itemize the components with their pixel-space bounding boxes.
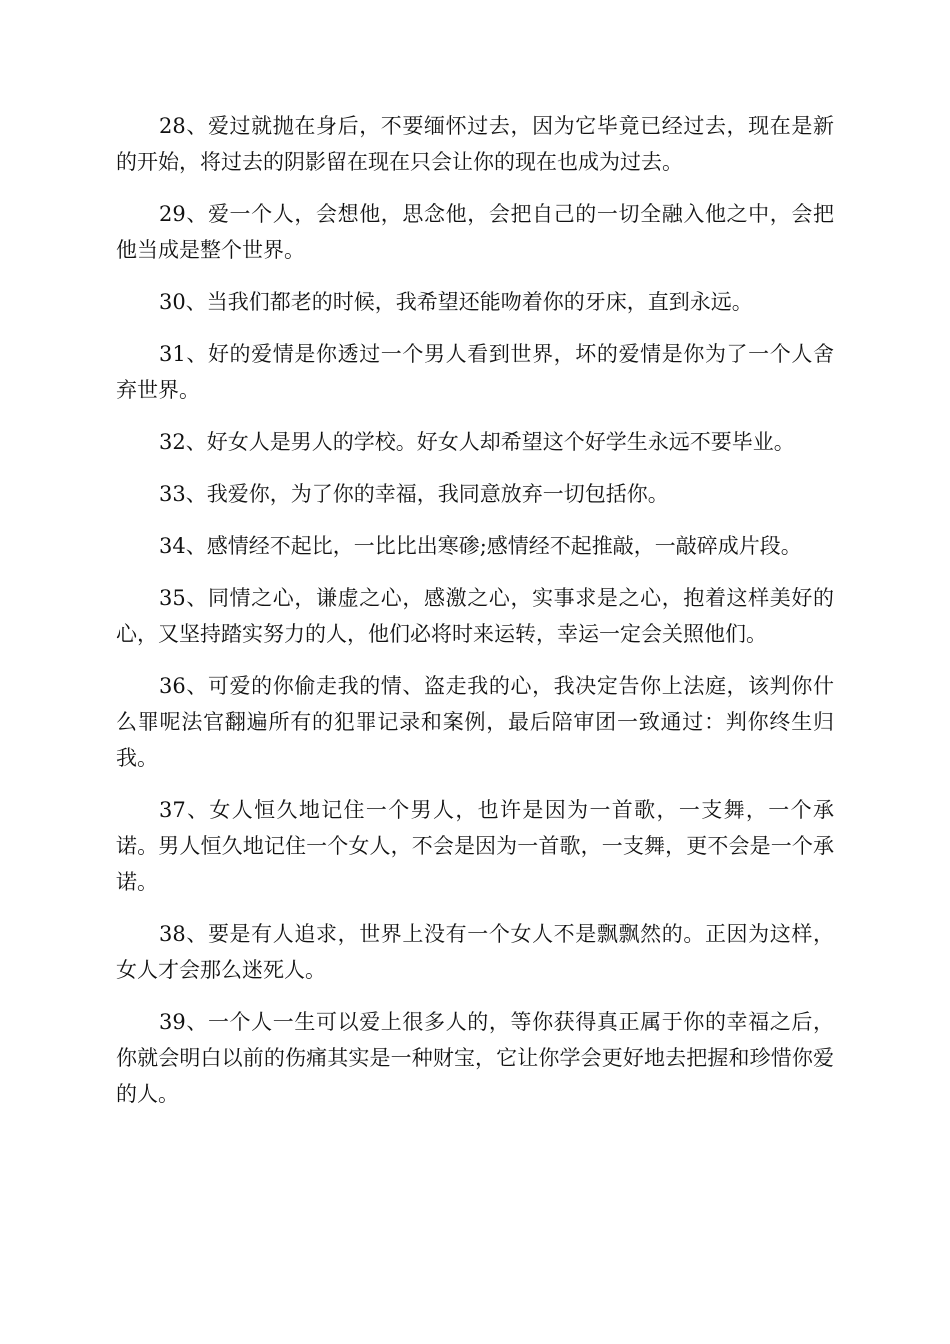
paragraph-30: 30、当我们都老的时候，我希望还能吻着你的牙床，直到永远。 — [159, 290, 753, 314]
paragraph-32: 32、好女人是男人的学校。好女人却希望这个好学生永远不要毕业。 — [159, 430, 795, 454]
paragraph-35: 35、同情之心，谦虚之心，感激之心，实事求是之心，抱着这样美好的心，又坚持踏实努力的人，他们必将时来运转，幸运一定会关照他们。 — [116, 586, 834, 646]
paragraph-29: 29、爱一个人，会想他，思念他，会把自己的一切全融入他之中，会把他当成是整个世界。 — [116, 202, 834, 262]
paragraph-38: 38、要是有人追求，世界上没有一个女人不是飘飘然的。正因为这样，女人才会那么迷死人。 — [116, 922, 834, 982]
paragraph-39: 39、一个人一生可以爱上很多人的，等你获得真正属于你的幸福之后，你就会明白以前的伤痛其实是一种财宝，它让你学会更好地去把握和珍惜你爱的人。 — [116, 1010, 834, 1106]
paragraph-31: 31、好的爱情是你透过一个男人看到世界，坏的爱情是你为了一个人舍弃世界。 — [116, 342, 834, 402]
paragraph-34: 34、感情经不起比，一比比出寒碜;感情经不起推敲，一敲碎成片段。 — [159, 534, 802, 558]
document-body — [116, 108, 834, 1128]
paragraph-36: 36、可爱的你偷走我的情、盗走我的心，我决定告你上法庭，该判你什么罪呢法官翻遍所有的犯罪记录和案例，最后陪审团一致通过：判你终生归我。 — [116, 674, 834, 770]
paragraph-37: 37、女人恒久地记住一个男人，也许是因为一首歌，一支舞，一个承诺。男人恒久地记住一个女人，不会是因为一首歌，一支舞，更不会是一个承诺。 — [116, 798, 834, 894]
paragraph-33: 33、我爱你，为了你的幸福，我同意放弃一切包括你。 — [159, 482, 669, 506]
paragraph-28: 28、爱过就抛在身后，不要缅怀过去，因为它毕竟已经过去，现在是新的开始，将过去的阴影留在现在只会让你的现在也成为过去。 — [116, 114, 834, 174]
